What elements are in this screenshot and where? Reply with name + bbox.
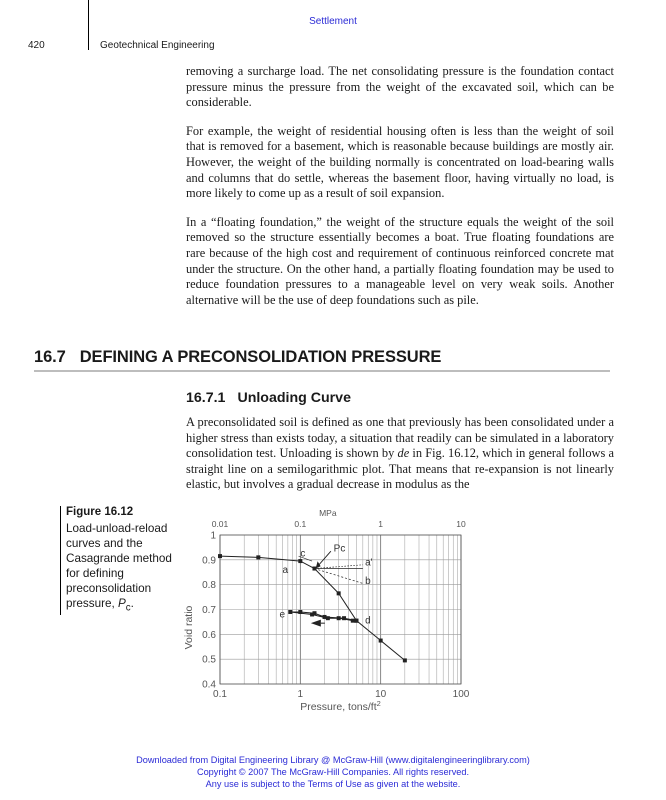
top-tick-label: 0.1 [294,519,307,529]
section-heading [34,348,441,367]
paragraph: removing a surcharge load. The net consolidating pressure is the foundation contact pressure minus the pressure from the weight of the excavated soil, which can be considerable. [186,64,614,110]
y-tick-label: 0.9 [202,555,216,567]
body-text-top [186,64,614,321]
caption-body: Load-unload-reload curves and the Casagrande method for defining preconsolidation pressure, [66,522,172,610]
figure-caption-text [66,521,186,615]
footer-terms[interactable]: Any use is subject to the Terms of Use as given at the website. [205,779,461,789]
subsection-title: Unloading Curve [237,390,351,406]
subsection-number: 16.7.1 [186,390,226,406]
data-point-loading [298,559,302,563]
x-axis-title: Pressure, tons/$ft^2$ [300,699,381,713]
caption-end: . [130,597,134,610]
data-point-unload-reload [323,615,327,619]
top-axis-label: MPa [319,508,337,518]
data-point-unload-reload [342,616,346,620]
y-tick-label: 0.8 [202,580,216,592]
data-point-unload-reload [288,610,292,614]
x-tick-label: 0.1 [213,689,227,700]
y-tick-label: 1 [210,530,216,542]
top-tick-label: 0.01 [211,519,229,529]
annotation-label: b [365,575,371,587]
annotation-label: a' [365,557,373,569]
data-point-loading [337,591,341,595]
x-axis-title-superscript: 2 [376,699,381,708]
footer [0,754,666,790]
data-point-loading [379,639,383,643]
section-rule [34,370,610,372]
consolidation-chart [180,504,490,726]
annotation-label: e [279,609,286,621]
data-point-unload-reload [351,619,355,623]
section-title: DEFINING A PRECONSOLIDATION PRESSURE [79,348,442,366]
data-point-loading [403,658,407,662]
annotation-label: c [300,548,306,560]
paragraph [186,415,614,493]
footer-download-link[interactable]: Downloaded from Digital Engineering Library @ McGraw-Hill (www.digitalengineeringlibrary.com) [136,755,530,765]
data-point-unload-reload [298,610,302,614]
paragraph: In a “floating foundation,” the weight of the structure equals the weight of the soil removed so the structure essentially becomes a boat. True floating foundations are rare because of the high cost and requirement of continuous reinforced concrete mat under the structure. On the other hand, a partially floating foundation may be used to reduce foundation pressures to a manageable level on very weak soils. Another alternative will be the use of deep foundations such as pile. [186,214,614,307]
top-tick-label: 1 [378,519,384,529]
data-point-unload-reload [312,611,316,615]
paragraph-text: in Fig. 16.12, which in general follows a straight line on a semilogarithmic plot. That means that re-expansion is not linearly elastic, but involves a gradual decrease in modulus as the [186,446,614,492]
figure-caption [60,506,186,615]
section-number: 16.7 [34,348,66,366]
annotation-label: Pc [333,543,346,555]
y-tick-label: 0.6 [202,629,216,641]
caption-symbol: P [117,597,126,610]
y-tick-label: 0.4 [202,679,216,691]
data-point-loading [312,567,316,571]
data-point-unload-reload [354,619,358,623]
paragraph-text: A preconsolidated soil is defined as one that previously has been consolidated under a higher stress than exists today, a situation that readily can be simulated in a laboratory consolidation test. Unloading is shown by [186,415,614,461]
top-tick-label: 10 [456,519,466,529]
figure-label: Figure 16.12 [66,506,134,518]
unload-direction-arrow [311,620,321,627]
paragraph: For example, the weight of residential housing often is less than the weight of soil that is removed for a basement, which is reasonable because buildings are mostly air. However, the weight of the building normally is concentrated on load-bearing walls and columns that do settle, whereas the basement floor, having virtually no load, is more likely to come up as a result of soil expansion. [186,123,614,201]
body-text-subsection [186,415,614,506]
y-tick-label: 0.5 [202,654,216,666]
x-tick-label: 100 [452,689,470,700]
y-tick-label: 0.7 [202,605,216,616]
annotation-label: a [282,564,289,576]
y-axis-title: Void ratio [183,605,195,650]
data-point-loading [218,554,222,558]
book-title: Geotechnical Engineering [100,40,215,51]
subsection-heading [186,390,351,406]
annotation-label: d [365,615,371,627]
footer-copyright: Copyright © 2007 The McGraw-Hill Companies. All rights reserved. [196,767,470,777]
x-tick-label: 10 [375,689,387,700]
header-divider [88,0,89,50]
x-tick-label: 1 [297,689,304,700]
emphasis-de: de [397,446,410,461]
caption-subscript: c [125,602,131,614]
data-point-loading [256,555,260,559]
page-number: 420 [28,40,45,51]
running-head: Settlement [309,16,357,27]
data-point-unload-reload [337,616,341,620]
